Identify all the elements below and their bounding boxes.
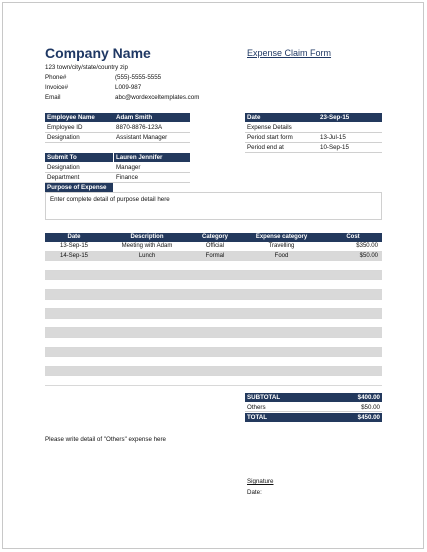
others-label: Others [247,404,266,411]
cell-category [191,348,239,357]
cell-expense-category [239,300,324,309]
submit-to-label: Submit To [47,154,77,161]
cell-date [45,309,103,318]
cell-expense-category [239,261,324,270]
cell-cost [324,271,382,280]
cell-cost [324,300,382,309]
cell-cost [324,357,382,366]
col-date: Date [67,234,81,240]
total-label: TOTAL [247,414,268,421]
cell-date [45,357,103,366]
cell-category [191,280,239,289]
cell-description [103,290,191,299]
submit-department-label: Department [47,174,80,181]
cell-expense-category [239,376,324,385]
cell-date [45,300,103,309]
divider [113,153,114,162]
cell-date [45,348,103,357]
cell-expense-category [239,357,324,366]
cell-description [103,376,191,385]
table-row [45,290,382,300]
col-expense-category: Expense category [255,234,308,240]
cell-date [45,328,103,337]
divider [45,132,190,133]
cell-category [191,367,239,376]
company-name: Company Name [45,45,151,61]
cell-description: Meeting with Adam [121,243,173,249]
cell-expense-category [239,280,324,289]
table-row [45,367,382,377]
signature-date-label: Date: [247,489,262,496]
expense-table-body [45,242,382,386]
cell-expense-category [239,367,324,376]
table-row [45,338,382,348]
company-address: 123 town/city/state/country zip [45,64,128,71]
others-value: $50.00 [361,404,380,411]
purpose-text: Enter complete detail of purpose detail here [50,196,170,203]
cell-category [191,309,239,318]
table-row [45,252,382,262]
table-row [45,319,382,329]
submit-designation-label: Designation [47,164,80,171]
cell-date [45,290,103,299]
cell-description [103,319,191,328]
invoice-label: Invoice# [45,84,69,91]
cell-cost: $50.00 [359,252,378,259]
divider [45,142,190,143]
email-value: abc@wordexceltemplates.com [115,94,200,101]
cell-cost [324,328,382,337]
employee-designation-value: Assistant Manager [116,134,168,141]
expense-details-label: Expense Details [247,124,292,131]
subtotal-row [245,393,382,402]
submit-department-value: Finance [116,174,139,181]
cell-date [45,338,103,347]
col-cost: Cost [346,234,360,240]
table-row [45,300,382,310]
cell-description [103,367,191,376]
employee-designation-label: Designation [47,134,80,141]
cell-cost [324,309,382,318]
cell-category [191,328,239,337]
cell-description [103,309,191,318]
cell-description [103,261,191,270]
total-value: $450.00 [357,414,380,421]
divider [45,172,190,173]
cell-date [45,271,103,280]
table-row [45,280,382,290]
cell-cost [324,338,382,347]
cell-description: Lunch [138,252,156,259]
cell-expense-category: Travelling [268,243,295,249]
cell-category [191,338,239,347]
date-label: Date [247,114,261,121]
cell-cost [324,319,382,328]
expense-table [45,233,382,386]
expense-claim-page [2,2,424,549]
cell-category [191,290,239,299]
table-row [45,261,382,271]
table-row [45,376,382,386]
employee-id-value: 8870-8876-123A [116,124,163,131]
cell-category [191,300,239,309]
cell-expense-category: Food [274,252,289,259]
table-row [45,348,382,358]
phone-label: Phone# [45,74,67,81]
col-description: Description [130,234,164,240]
phone-value: (555)-5555-5555 [115,74,162,81]
others-note: Please write detail of "Others" expense here [45,436,166,443]
cell-cost: $350.00 [356,243,378,249]
date-header-bar [245,113,382,122]
cell-category [191,319,239,328]
table-row [45,242,382,252]
cell-category [191,261,239,270]
cell-date [45,376,103,385]
cell-cost [324,367,382,376]
cell-category [191,376,239,385]
cell-category: Formal [205,252,225,259]
employee-name-label: Employee Name [47,114,95,121]
period-end-value: 10-Sep-15 [320,144,349,151]
email-label: Email [45,94,61,101]
divider [245,152,382,153]
signature-label: Signature [247,478,274,485]
cell-expense-category [239,290,324,299]
purpose-label: Purpose of Expense [47,184,107,191]
cell-cost [324,280,382,289]
cell-date [45,367,103,376]
employee-name-value: Adam Smith [116,114,153,121]
cell-description [103,271,191,280]
table-row [45,328,382,338]
cell-date: 14-Sep-15 [59,252,89,259]
col-category: Category [201,234,228,240]
subtotal-value: $400.00 [357,394,380,401]
period-start-value: 13-Jul-15 [320,134,346,141]
cell-cost [324,261,382,270]
cell-description [103,300,191,309]
cell-description [103,338,191,347]
cell-cost [324,376,382,385]
cell-date [45,319,103,328]
table-row [45,309,382,319]
period-end-label: Period end at [247,144,284,151]
cell-date [45,261,103,270]
cell-category [191,271,239,280]
cell-cost [324,348,382,357]
cell-expense-category [239,348,324,357]
cell-expense-category [239,319,324,328]
submit-to-value: Lauren Jennifer [116,154,163,161]
divider [245,132,382,133]
invoice-value: L009-987 [115,84,142,91]
total-row [245,413,382,422]
date-value: 23-Sep-15 [320,114,350,121]
cell-expense-category [239,338,324,347]
divider [245,142,382,143]
others-row [245,403,382,412]
expense-table-header [45,233,382,242]
cell-cost [324,290,382,299]
cell-description [103,328,191,337]
subtotal-label: SUBTOTAL [247,394,281,401]
cell-category: Official [205,243,225,249]
table-row [45,357,382,367]
cell-expense-category [239,271,324,280]
cell-date [45,280,103,289]
employee-id-label: Employee ID [47,124,83,131]
cell-description [103,357,191,366]
submit-designation-value: Manager [116,164,141,171]
form-title: Expense Claim Form [247,48,332,58]
cell-expense-category [239,328,324,337]
cell-category [191,357,239,366]
table-row [45,271,382,281]
cell-expense-category [239,309,324,318]
cell-description [103,348,191,357]
period-start-label: Period start form [247,134,293,141]
purpose-textbox[interactable] [45,192,382,220]
cell-date: 13-Sep-15 [59,243,89,249]
cell-description [103,280,191,289]
